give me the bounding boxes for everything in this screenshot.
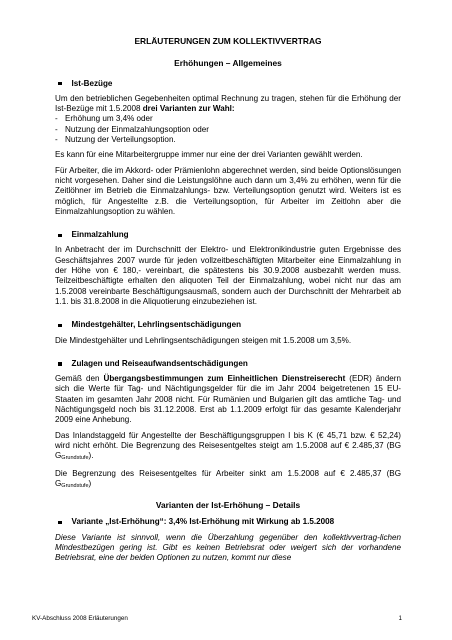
paragraph-text: Die Begrenzung des Reisesentgeltes für Arbeiter sinkt am 1.5.2008 auf € 2.485,37 (BG G (55, 468, 401, 488)
list-item-text: Nutzung der Verteilungsoption. (65, 135, 176, 145)
section-heading-label: Ist-Bezüge (71, 78, 113, 88)
paragraph (55, 431, 401, 464)
section-heading-mindestgehaelter (55, 320, 401, 330)
paragraph: Diese Variante ist sinnvoll, wenn die Überzahlung gegenüber den kollektivvertrag-lichen Mindestbezügen gering ist. Gibt es keinen Betriebsrat oder weigert sich der vorhandene Betriebsrat, eine der beiden Optionen zu nutzen, kommt nur diese (55, 532, 401, 563)
square-bullet-icon (58, 82, 62, 86)
paragraph: Die Mindestgehälter und Lehrlingsentschädigungen steigen mit 1.5.2008 um 3,5%. (55, 335, 352, 345)
list-item: - Erhöhung um 3,4% oder (55, 114, 153, 124)
square-bullet-icon (58, 324, 62, 328)
paragraph (55, 374, 401, 425)
section-heading-variante (55, 517, 401, 527)
subscript: Grundstufe (61, 482, 89, 489)
list-item: - Nutzung der Verteilungsoption. (55, 135, 176, 145)
subscript: Grundstufe (61, 455, 89, 462)
section-heading-einmalzahlung (55, 230, 401, 240)
paragraph: Für Arbeiter, die im Akkord- oder Prämienlohn abgerechnet werden, sind beide Optionslösungen nicht vorgesehen. Daher sind die Leistungslöhne auch dann um 3,4% zu erhöhen, wenn für die Zeitlöhner im Betrieb die Einmalzahlungs- bzw. Verteilungsoption genutzt wird. Weiters ist es möglich, für Angestellte z.B. die Verteilungsoption, für Arbeiter im Zeitlohn aber die Einmalzahlungsoption zu wählen. (55, 165, 401, 216)
page-footer (32, 615, 402, 622)
list-item: - Nutzung der Einmalzahlungsoption oder (55, 124, 209, 134)
square-bullet-icon (58, 521, 62, 525)
section-heading-label: Zulagen und Reiseaufwandsentschädigungen (71, 358, 248, 368)
section-heading-zulagen (55, 359, 401, 369)
page-number: 1 (398, 615, 402, 622)
paragraph (55, 469, 401, 492)
paragraph-emphasis: Übergangsbestimmungen zum Einheitlichen Dienstreiserecht (103, 374, 346, 384)
section-heading-ist-bezuege (55, 79, 401, 89)
paragraph-text: Um den betrieblichen Gegebenheiten optimal Rechnung zu tragen, stehen für die Erhöhung der Ist-Bezüge mit 1.5.2008 (55, 93, 401, 114)
section-title-details: Varianten der Ist-Erhöhung – Details (155, 500, 301, 511)
square-bullet-icon (58, 362, 62, 366)
paragraph: Es kann für eine Mitarbeitergruppe immer nur eine der drei Varianten gewählt werden. (55, 150, 363, 160)
section-title-general: Erhöhungen – Allgemeines (174, 58, 282, 69)
footer-text: KV-Abschluss 2008 Erläuterungen (32, 615, 128, 622)
paragraph-emphasis: drei Varianten zur Wahl: (142, 104, 235, 114)
paragraph (55, 94, 401, 115)
section-heading-label: Einmalzahlung (71, 230, 129, 240)
paragraph-text: Gemäß den (55, 374, 104, 384)
paragraph-text: ). (88, 451, 94, 461)
list-item-text: Nutzung der Einmalzahlungsoption oder (65, 124, 209, 134)
paragraph-text: Das Inlandstaggeld für Angestellte der Beschäftigungsgruppen I bis K (€ 45,71 bzw. € 52,24) wird nicht erhöht. Die Begrenzung des Reisesentgeltes steigt am 1.5.2008 auf € 2.485,37 (BG G (55, 430, 401, 461)
paragraph-text: (EDR) ändern sich die Werte für Tag- und Nächtigungsgelder für die im Jahr 2004 beigetretenen 15 EU-Staaten im gesamten Jahr 2008 nicht. Für Rumänien und Bulgarien gilt das amtliche Tag- und Nächtigungsgeld noch bis 31.12.2008. Erst ab 1.1.2009 erfolgt für das gesamte Kalenderjahr 2009 eine Anhebung. (55, 374, 401, 425)
square-bullet-icon (58, 234, 62, 238)
section-heading-label: Mindestgehälter, Lehrlingsentschädigungen (71, 320, 242, 330)
list-item-text: Erhöhung um 3,4% oder (65, 114, 153, 124)
document-body (55, 36, 401, 569)
paragraph: In Anbetracht der im Durchschnitt der Elektro- und Elektronikindustrie guten Ergebnisse des Geschäftsjahres 2007 wurde für jeden vollzeitbeschäftigten Mitarbeiter eine Einmalzahlung in der Höhe von € 180,- vereinbart, die spätestens bis 30.9.2008 ausbezahlt werden muss. Teilzeitbeschäftigte erhalten den aliquoten Teil der Einmalzahlung, wobei nicht nur das am 1.5.2008 vereinbarte Beschäftigungsausmaß, sondern auch der Durchschnitt der Mehrarbeit ab 1.1. bis 31.8.2008 in die Aliquotierung einzubeziehen ist. (55, 245, 401, 306)
section-heading-label: Variante „Ist-Erhöhung“: 3,4% Ist-Erhöhung mit Wirkung ab 1.5.2008 (71, 517, 335, 527)
document-title: ERLÄUTERUNGEN ZUM KOLLEKTIVVERTRAG (134, 36, 322, 46)
options-list (55, 114, 401, 145)
paragraph-text: ) (88, 478, 92, 488)
